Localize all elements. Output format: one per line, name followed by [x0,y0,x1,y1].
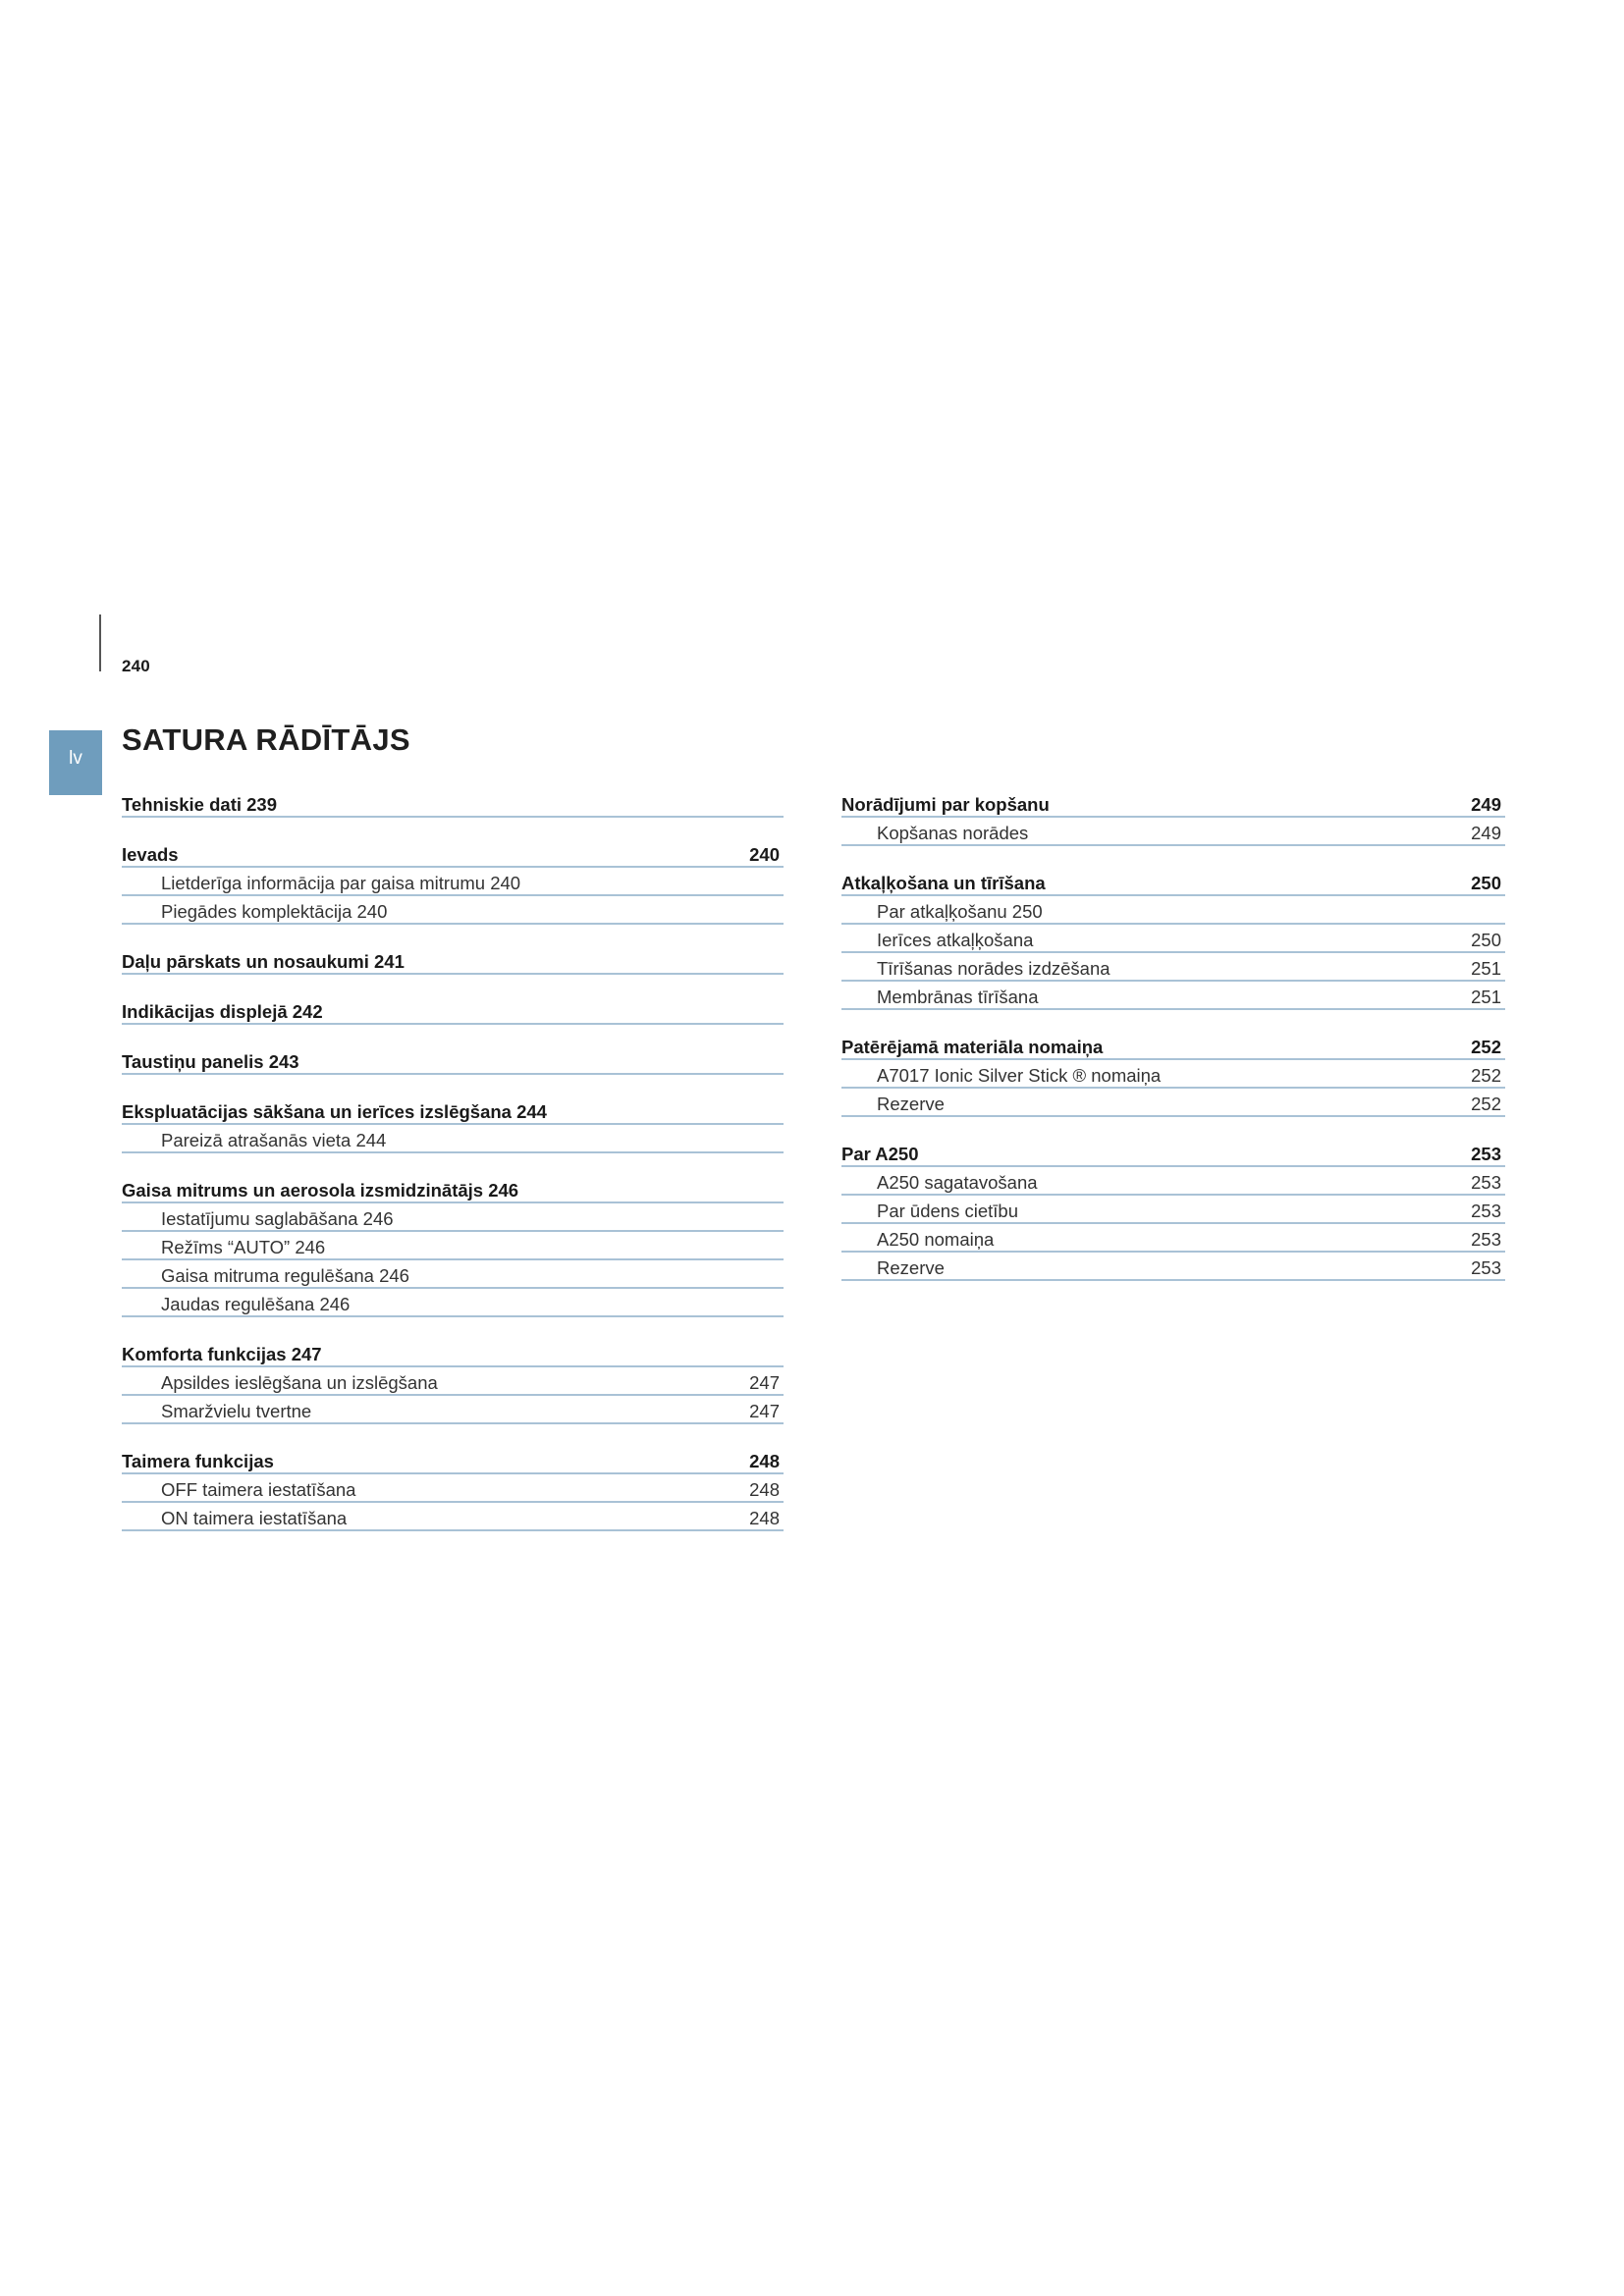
toc-entry-page: 248 [749,1508,780,1528]
toc-entry-label: ON taimera iestatīšana [161,1508,348,1528]
toc-entry[interactable] [122,1260,784,1289]
toc-heading[interactable] [122,1175,784,1203]
toc-entry[interactable] [122,1503,784,1531]
toc-entry[interactable] [122,1367,784,1396]
toc-entry-page: 247 [749,1372,780,1393]
toc-heading[interactable] [122,1446,784,1474]
page-title: SATURA RĀDĪTĀJS [122,722,410,757]
toc-heading-page: 250 [1471,873,1501,893]
toc-heading[interactable] [122,839,784,868]
toc-entry-label: A250 nomaiņa [877,1229,995,1250]
toc-heading-label: Par A250 [841,1144,919,1164]
toc-entry[interactable] [841,818,1505,846]
toc-entry-page: 248 [749,1479,780,1500]
toc-entry-label: Piegādes komplektācija 240 [161,901,388,922]
toc-heading[interactable] [122,1046,784,1075]
toc-entry-label: Rezerve [877,1094,945,1114]
toc-entry-label: Iestatījumu saglabāšana 246 [161,1208,394,1229]
toc-section [122,946,784,975]
toc-entry[interactable] [841,1253,1505,1281]
toc-entry[interactable] [122,1125,784,1153]
toc-entry-page: 253 [1471,1201,1501,1221]
toc-heading-page: 240 [749,844,780,865]
toc-section [122,1175,784,1317]
toc-entry[interactable] [122,868,784,896]
toc-entry-page: 252 [1471,1094,1501,1114]
toc-entry[interactable] [122,896,784,925]
toc-entry-label: OFF taimera iestatīšana [161,1479,356,1500]
toc-entry-page: 253 [1471,1172,1501,1193]
page-number: 240 [122,657,150,675]
toc-entry-page: 253 [1471,1229,1501,1250]
toc-section [122,1046,784,1075]
toc-entry-page: 253 [1471,1257,1501,1278]
toc-entry[interactable] [841,1089,1505,1117]
toc-heading-page: 248 [749,1451,780,1471]
toc-entry[interactable] [841,953,1505,982]
toc-left-column [122,789,784,1553]
toc-entry-label: A7017 Ionic Silver Stick ® nomaiņa [877,1065,1162,1086]
toc-entry[interactable] [841,982,1505,1010]
toc-section [841,789,1505,846]
toc-entry-label: Par ūdens cietību [877,1201,1018,1221]
toc-heading-label: Komforta funkcijas 247 [122,1344,322,1364]
toc-heading-label: Tehniskie dati 239 [122,794,277,815]
toc-entry-label: Jaudas regulēšana 246 [161,1294,351,1314]
toc-entry[interactable] [122,1289,784,1317]
toc-entry[interactable] [841,1196,1505,1224]
toc-heading[interactable] [122,1096,784,1125]
toc-section [122,1096,784,1153]
toc-entry-label: Pareizā atrašanās vieta 244 [161,1130,387,1150]
toc-entry-page: 247 [749,1401,780,1421]
toc-entry-label: Apsildes ieslēgšana un izslēgšana [161,1372,438,1393]
toc-section [841,1139,1505,1281]
toc-entry-label: Tīrīšanas norādes izdzēšana [877,958,1110,979]
toc-section [122,789,784,818]
toc-entry-label: Gaisa mitruma regulēšana 246 [161,1265,409,1286]
toc-heading-label: Norādījumi par kopšanu [841,794,1050,815]
toc-section [122,839,784,925]
toc-section [841,868,1505,1010]
toc-entry[interactable] [841,896,1505,925]
toc-entry[interactable] [122,1232,784,1260]
toc-entry-page: 251 [1471,958,1501,979]
toc-entry-label: Lietderīga informācija par gaisa mitrumu 240 [161,873,521,893]
toc-heading-label: Taustiņu panelis 243 [122,1051,299,1072]
toc-heading[interactable] [841,789,1505,818]
toc-section [122,1446,784,1531]
toc-entry-label: Kopšanas norādes [877,823,1029,843]
toc-entry[interactable] [841,1224,1505,1253]
toc-heading[interactable] [122,789,784,818]
toc-entry-label: Membrānas tīrīšana [877,987,1039,1007]
toc-entry[interactable] [841,1167,1505,1196]
toc-entry-label: Smaržvielu tvertne [161,1401,312,1421]
toc-entry-page: 250 [1471,930,1501,950]
toc-entry-label: Ierīces atkaļķošana [877,930,1034,950]
toc-section [122,996,784,1025]
toc-entry-label: A250 sagatavošana [877,1172,1038,1193]
toc-heading-label: Daļu pārskats un nosaukumi 241 [122,951,405,972]
toc-entry[interactable] [841,1060,1505,1089]
toc-section [122,1339,784,1424]
toc-heading[interactable] [122,946,784,975]
language-tab: lv [49,730,102,795]
toc-entry[interactable] [122,1396,784,1424]
toc-entry-page: 249 [1471,823,1501,843]
toc-heading[interactable] [841,868,1505,896]
toc-heading-label: Ekspluatācijas sākšana un ierīces izslēgšana 244 [122,1101,547,1122]
toc-entry-page: 252 [1471,1065,1501,1086]
toc-heading[interactable] [122,1339,784,1367]
toc-heading-label: Patērējamā materiāla nomaiņa [841,1037,1104,1057]
toc-heading-page: 253 [1471,1144,1501,1164]
toc-entry-label: Rezerve [877,1257,945,1278]
toc-heading-label: Indikācijas displejā 242 [122,1001,323,1022]
toc-heading[interactable] [841,1139,1505,1167]
toc-heading-page: 249 [1471,794,1501,815]
toc-section [841,1032,1505,1117]
toc-heading-label: Gaisa mitrums un aerosola izsmidzinātājs 246 [122,1180,519,1201]
toc-right-column [841,789,1505,1303]
toc-heading-label: Taimera funkcijas [122,1451,274,1471]
toc-entry-label: Par atkaļķošanu 250 [877,901,1043,922]
toc-heading-page: 252 [1471,1037,1501,1057]
toc-heading[interactable] [841,1032,1505,1060]
toc-heading-label: Atkaļķošana un tīrīšana [841,873,1046,893]
toc-heading[interactable] [122,996,784,1025]
toc-entry[interactable] [841,925,1505,953]
toc-entry[interactable] [122,1474,784,1503]
toc-heading-label: Ievads [122,844,179,865]
toc-entry-page: 251 [1471,987,1501,1007]
margin-rule [99,614,101,671]
toc-entry[interactable] [122,1203,784,1232]
toc-entry-label: Režīms “AUTO” 246 [161,1237,326,1257]
